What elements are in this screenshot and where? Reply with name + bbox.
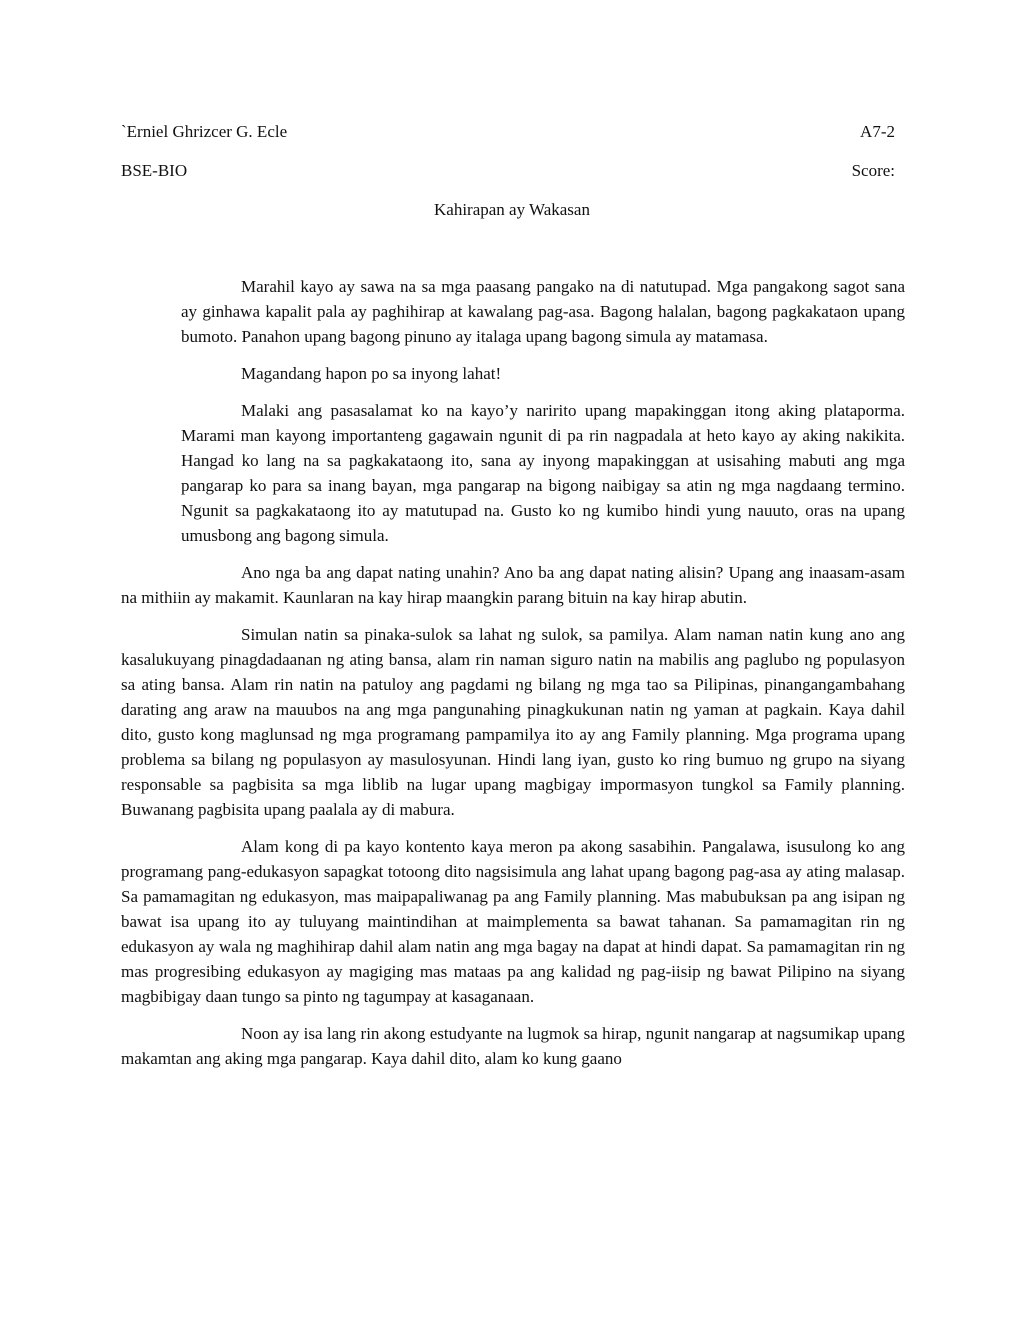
paragraph-greeting: Magandang hapon po sa inyong lahat! (241, 364, 502, 383)
program-name: BSE-BIO (121, 161, 188, 180)
student-name: `Erniel Ghrizcer G. Ecle (121, 122, 288, 141)
header-row-2 (121, 161, 895, 181)
document-title: Kahirapan ay Wakasan (434, 200, 590, 219)
paragraph-gratitude: Malaki ang pasasalamat ko na kayo’y naririto upang mapakinggan itong aking plataporma. Marami man kayong importanteng gagawain ngunit di pa rin nagpadala at heto kayo ay aking nakikita. Hangad ko lang na sa pagkakataong ito, sana ay inyong mapakinggan at usisahing mabuti ang mga pangarap ko para sa inang bayan, mga pangarap na bigong naibigay sa atin ng mga nagdaang termino. Ngunit sa pagkakataong ito ay matutupad na. Gusto ko ng kumibo hindi yung nauuto, oras na upang umusbong ang bagong simula. (181, 401, 905, 545)
paragraph-education: Alam kong di pa kayo kontento kaya meron pa akong sasabihin. Pangalawa, isusulong ko ang programang pang-edukasyon sapagkat totoong dito nagsisimula ang lahat upang bagong pag-asa ay ating malasap. Sa pamamagitan ng edukasyon, mas maipapaliwanag pa ang Family planning. Mas mabubuksan pa ang isipan ng bawat isa upang ito ay tuluyang maintindihan at maimplementa sa bawat tahanan. Sa pamamagitan rin ng edukasyon ay wala ng maghihirap dahil alam natin ang mga bagay na dapat at hindi dapat. Sa pamamagitan rin ng mas progresibing edukasyon ay magiging mas mataas pa ang kalidad ng pag-iisip ng bawat Pilipino na siyang magbibigay daan tungo sa pinto ng tagumpay at kasaganaan. (121, 837, 905, 1006)
paragraph-family-planning: Simulan natin sa pinaka-sulok sa lahat ng sulok, sa pamilya. Alam naman natin kung ano ang kasalukuyang pinagdadaanan ng ating bansa, alam rin naman siguro natin na mabilis ang paglubo ng populasyon sa ating bansa. Alam rin natin na patuloy ang pagdami ng bilang ng mga tao sa Pilipinas, pinangangambahang darating ang araw na mauubos na ang mga pangunahing pinagkukunan natin ng yaman at pagkain. Kaya dahil dito, gusto kong maglunsad ng mga programang pampamilya ito ay ang Family planning. Mga programa upang problema sa bilang ng populasyon ay masulosyunan. Hindi lang iyan, gusto ko ring bumuo ng grupo na siyang responsable sa pagbisita sa mga liblib na lugar upang magbigay impormasyon tungkol sa Family planning. Buwanang pagbisita upang paalala ay di mabura. (121, 625, 905, 819)
paragraph-personal: Noon ay isa lang rin akong estudyante na lugmok sa hirap, ngunit nangarap at nagsumikap upang makamtan ang aking mga pangarap. Kaya dahil dito, alam ko kung gaano (121, 1024, 905, 1068)
paragraph-questions: Ano nga ba ang dapat nating unahin? Ano ba ang dapat nating alisin? Upang ang inaasam-asam na mithiin ay makamit. Kaunlaran na kay hirap maangkin parang bituin na kay hirap abutin. (121, 563, 905, 607)
header-row-1 (121, 122, 895, 142)
section-code: A7-2 (860, 122, 895, 141)
document-body (121, 274, 905, 1083)
score-label: Score: (851, 161, 895, 180)
paragraph-intro: Marahil kayo ay sawa na sa mga paasang pangako na di natutupad. Mga pangakong sagot sana ay ginhawa kapalit pala ay paghihirap at kawalang pag-asa. Bagong halalan, bagong pagkakataon upang bumoto. Panahon upang bagong pinuno ay italaga upang bagong simula ay matamasa. (181, 277, 905, 346)
